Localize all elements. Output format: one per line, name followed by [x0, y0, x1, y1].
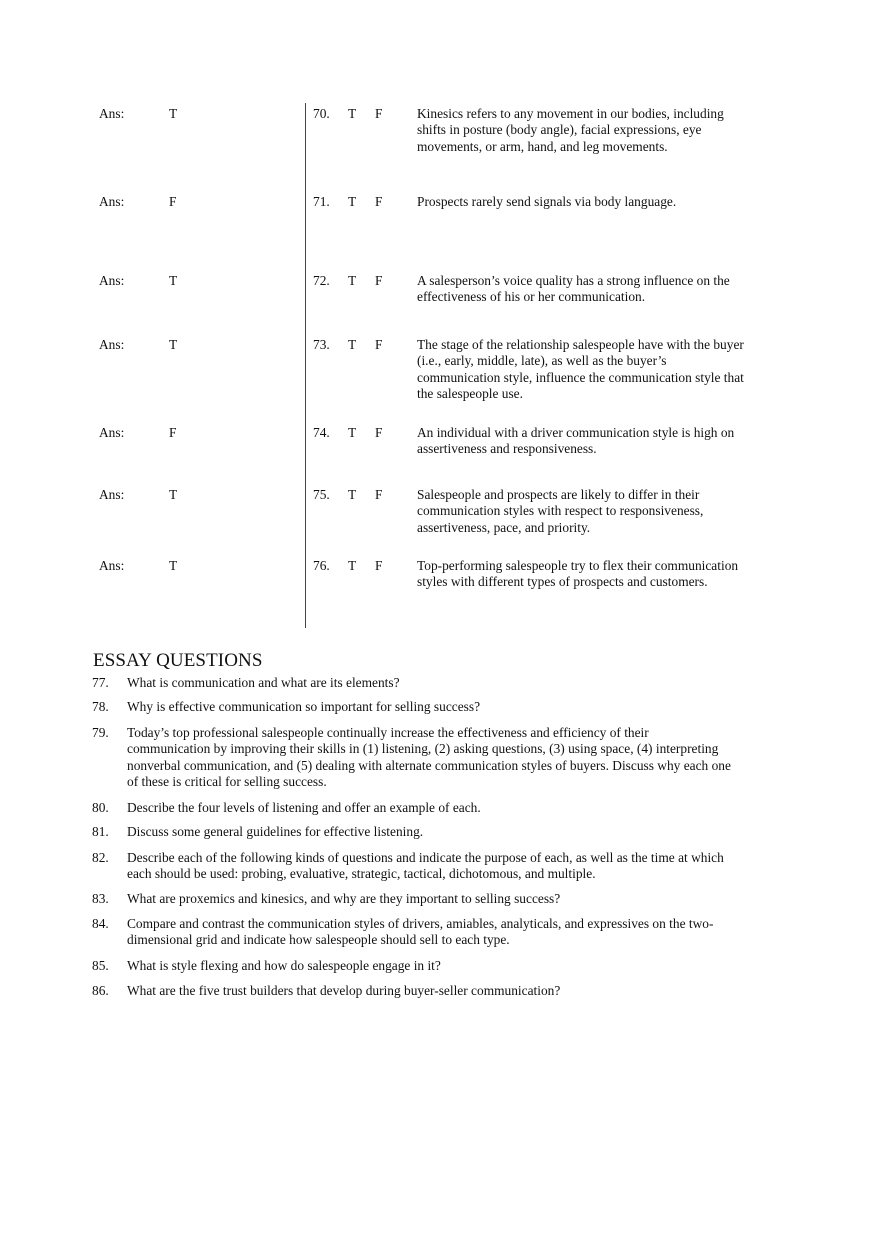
option-false: F	[375, 273, 383, 288]
essay-question-text: Compare and contrast the communication styles of drivers, amiables, analyticals, and expressives on the two-dimensional grid and indicate how salespeople should sell to each type.	[127, 916, 714, 948]
option-true: T	[348, 425, 357, 440]
essay-question-text: Discuss some general guidelines for effective listening.	[127, 824, 424, 839]
essay-number: 85.	[92, 958, 109, 973]
answer-label: Ans:	[99, 337, 125, 352]
essay-question-text: What is style flexing and how do salespeople engage in it?	[127, 958, 441, 973]
essay-number: 83.	[92, 891, 109, 906]
essay-question-text: Describe each of the following kinds of questions and indicate the purpose of each, as well as the time at which each should be used: probing, evaluative, strategic, tactical, dichotomous, and multiple.	[127, 850, 724, 882]
option-false: F	[375, 106, 383, 121]
essay-number: 77.	[92, 675, 109, 690]
question-text: Salespeople and prospects are likely to differ in their communication styles with respect to responsiveness, assertiveness, pace, and priority.	[417, 487, 704, 535]
question-number: 72.	[313, 273, 330, 288]
essay-number: 80.	[92, 800, 109, 815]
option-true: T	[348, 487, 357, 502]
answer-value: T	[169, 273, 178, 288]
essay-question-text: Today’s top professional salespeople continually increase the effectiveness and efficiency of their communication by improving their skills in (1) listening, (2) asking questions, (3) using space, (4) interpreting nonverbal communication, and (5) dealing with alternate communication styles of buyers. Discuss why each one of these is critical for selling success.	[127, 725, 731, 790]
option-false: F	[375, 337, 383, 352]
question-number: 73.	[313, 337, 330, 352]
essay-number: 81.	[92, 824, 109, 839]
answer-label: Ans:	[99, 194, 125, 209]
option-false: F	[375, 487, 383, 502]
answer-value: T	[169, 487, 178, 502]
essay-number: 79.	[92, 725, 109, 740]
answer-label: Ans:	[99, 106, 125, 121]
answer-value: T	[169, 337, 178, 352]
answer-value: T	[169, 558, 178, 573]
essay-number: 78.	[92, 699, 109, 714]
option-false: F	[375, 425, 383, 440]
essay-question-text: Why is effective communication so important for selling success?	[127, 699, 481, 714]
option-true: T	[348, 194, 357, 209]
answer-value: F	[169, 194, 177, 209]
answer-label: Ans:	[99, 487, 125, 502]
essay-number: 86.	[92, 983, 109, 998]
essay-question-text: What are proxemics and kinesics, and why are they important to selling success?	[127, 891, 561, 906]
essay-number: 84.	[92, 916, 109, 931]
answer-label: Ans:	[99, 425, 125, 440]
question-number: 70.	[313, 106, 330, 121]
essay-question-text: What is communication and what are its elements?	[127, 675, 400, 690]
question-text: An individual with a driver communication style is high on assertiveness and responsiveness.	[417, 425, 735, 457]
option-true: T	[348, 558, 357, 573]
answer-value: F	[169, 425, 177, 440]
question-number: 76.	[313, 558, 330, 573]
option-false: F	[375, 558, 383, 573]
option-true: T	[348, 106, 357, 121]
answer-label: Ans:	[99, 558, 125, 573]
question-text: A salesperson’s voice quality has a strong influence on the effectiveness of his or her communication.	[417, 273, 730, 305]
question-text: Top-performing salespeople try to flex their communication styles with different types of prospects and customers.	[417, 558, 739, 590]
question-text: The stage of the relationship salespeople have with the buyer (i.e., early, middle, late), as well as the buyer’s communication style, influence the communication style that the salespeople use.	[417, 337, 744, 402]
essay-section-heading: ESSAY QUESTIONS	[93, 650, 263, 671]
column-divider	[305, 103, 306, 628]
essay-question-text: Describe the four levels of listening and offer an example of each.	[127, 800, 481, 815]
option-true: T	[348, 337, 357, 352]
question-text: Kinesics refers to any movement in our bodies, including shifts in posture (body angle), facial expressions, eye movements, or arm, hand, and leg movements.	[417, 106, 724, 154]
option-false: F	[375, 194, 383, 209]
question-number: 74.	[313, 425, 330, 440]
option-true: T	[348, 273, 357, 288]
question-text: Prospects rarely send signals via body language.	[417, 194, 677, 209]
question-number: 71.	[313, 194, 330, 209]
answer-label: Ans:	[99, 273, 125, 288]
essay-question-text: What are the five trust builders that develop during buyer-seller communication?	[127, 983, 561, 998]
essay-number: 82.	[92, 850, 109, 865]
answer-value: T	[169, 106, 178, 121]
question-number: 75.	[313, 487, 330, 502]
